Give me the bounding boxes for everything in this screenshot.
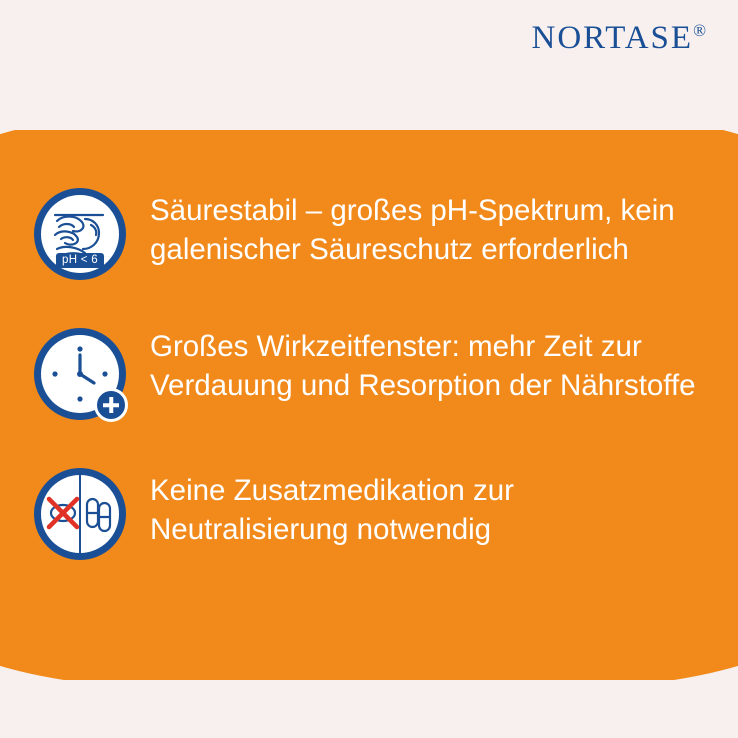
list-item xyxy=(28,466,718,570)
no-pills-icon xyxy=(28,468,130,570)
icon-disk-inner xyxy=(41,475,119,553)
plus-badge-icon xyxy=(94,388,128,422)
intestine-ph-icon xyxy=(28,188,130,290)
icon-disk xyxy=(34,468,126,560)
list-item-label: Säurestabil – großes pH-Spektrum, kein galenischer Säureschutz erforderlich xyxy=(150,194,675,266)
registered-mark: ® xyxy=(693,21,706,40)
pills-crossed-glyph xyxy=(41,475,119,553)
list-item-label: Keine Zusatzmedikation zur Neutralisierung notwendig xyxy=(150,474,515,546)
icon-disk xyxy=(34,188,126,280)
list-item xyxy=(28,326,718,430)
list-item-label: Großes Wirkzeitfenster: mehr Zeit zur Verdauung und Resorption der Nährstoffe xyxy=(150,330,696,402)
bullet-list xyxy=(28,186,718,606)
clock-plus-icon xyxy=(28,328,130,430)
list-item xyxy=(28,186,718,290)
ph-badge-label: pH < 6 xyxy=(56,253,104,268)
icon-disk xyxy=(34,328,126,420)
brand-name: NORTASE xyxy=(531,20,694,56)
